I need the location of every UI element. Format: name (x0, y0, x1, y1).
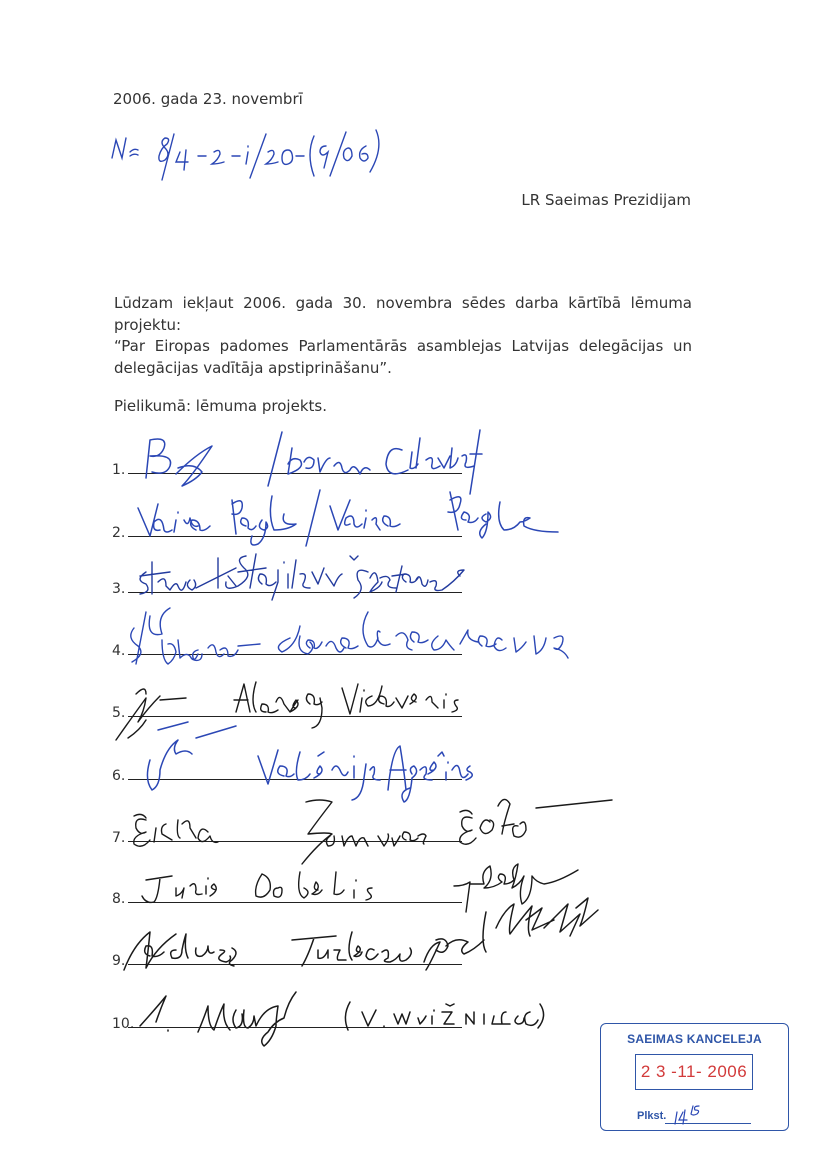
signature-4-ink (131, 608, 568, 664)
signature-number: 5. (112, 705, 126, 721)
signature-number: 4. (112, 643, 126, 659)
stamp-title: SAEIMAS KANCELEJA (627, 1032, 762, 1046)
signature-6-ink (147, 722, 472, 802)
signature-10-ink (140, 992, 544, 1046)
signature-5-ink (116, 682, 458, 740)
request-text: Lūdzam iekļaut 2006. gada 30. novembra sēdes darba kārtībā lēmuma projektu: (114, 294, 692, 334)
signature-number: 9. (112, 953, 126, 969)
signature-number: 3. (112, 581, 126, 597)
signature-1-ink (146, 430, 482, 494)
stamp-date: 2 3 -11- 2006 (640, 1062, 748, 1081)
draft-title: “Par Eiropas padomes Parlamentārās asamblejas Latvijas delegācijas un delegācijas vadītāja apstiprināšanu”. (114, 337, 692, 377)
signature-2-ink (138, 490, 558, 546)
addressee: LR Saeimas Prezidijam (521, 191, 691, 209)
signature-number: 1. (112, 462, 126, 478)
stamp-time-label: Plkst. (637, 1110, 667, 1122)
signature-3-ink (140, 554, 464, 600)
signature-number: 8. (112, 891, 126, 907)
office-stamp (600, 1023, 789, 1131)
attachment-note: Pielikumā: lēmuma projekts. (114, 397, 327, 415)
signature-7-ink (134, 799, 612, 864)
signature-number: 6. (112, 768, 126, 784)
stamp-date-box (635, 1054, 753, 1090)
letter-date: 2006. gada 23. novembrī (113, 90, 303, 108)
signature-number: 2. (112, 525, 126, 541)
signature-9-ink (124, 898, 598, 970)
signature-number: 10. (112, 1016, 135, 1032)
stamp-time-handwriting (673, 1104, 723, 1126)
signature-number: 7. (112, 830, 126, 846)
